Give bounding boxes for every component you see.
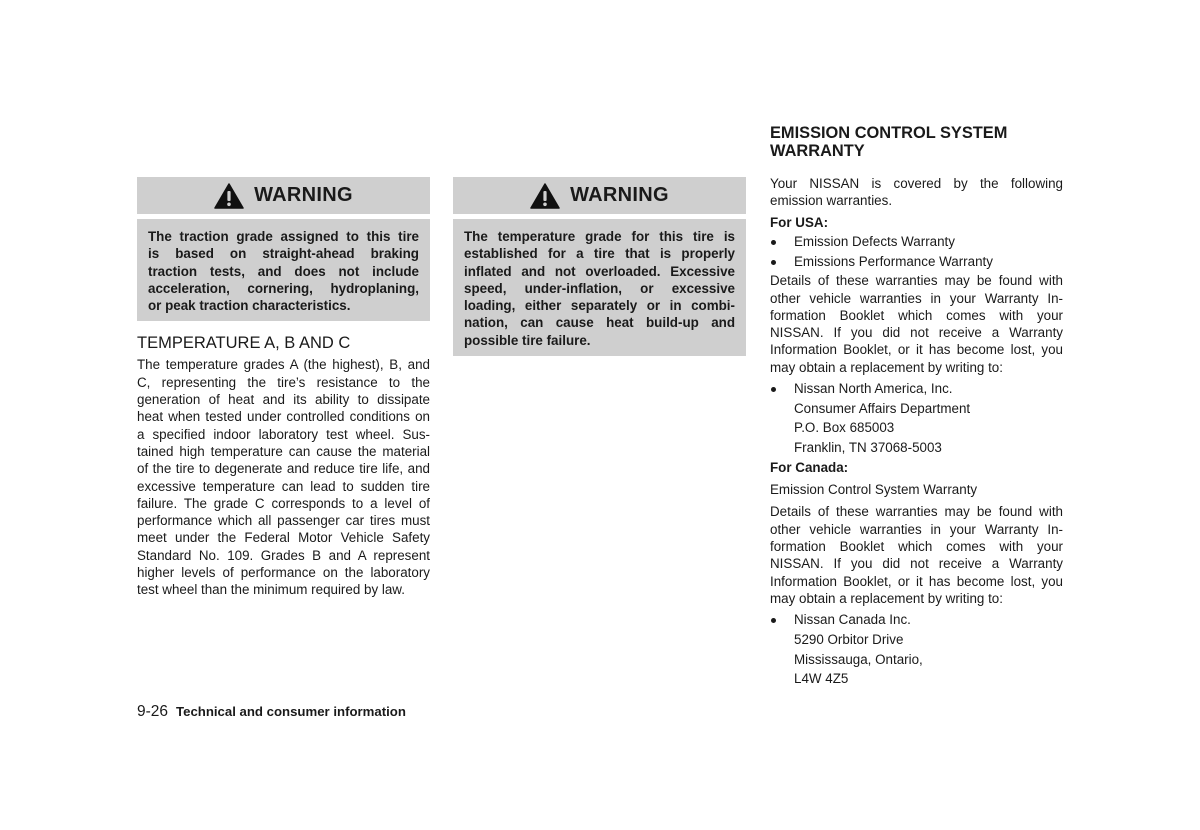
address-line: P.O. Box 685003 bbox=[794, 420, 895, 436]
address-line: Nissan North America, Inc. bbox=[794, 381, 953, 397]
warning-line: possible tire failure. bbox=[464, 332, 591, 348]
paragraph-line: formation Booklet which comes with your bbox=[770, 539, 1063, 555]
paragraph-line: tained high temperature can cause the material bbox=[137, 443, 430, 459]
paragraph-line: NISSAN. If you did not receive a Warranty bbox=[770, 556, 1063, 572]
warning-line: loading, either separately or in combi- bbox=[464, 298, 735, 314]
paragraph-line: Your NISSAN is covered by the following bbox=[770, 176, 1063, 191]
paragraph-line: performance which all passenger car tires must bbox=[137, 513, 430, 529]
column-left bbox=[137, 177, 430, 599]
list-item bbox=[770, 232, 1063, 252]
page-number: 9-26 bbox=[137, 703, 169, 720]
address-line: Nissan Canada Inc. bbox=[794, 612, 911, 628]
paragraph-line: meet under the Federal Motor Vehicle Safety bbox=[137, 530, 430, 546]
address-line: Mississauga, Ontario, bbox=[794, 651, 923, 667]
bullet-icon bbox=[771, 387, 776, 392]
page-footer bbox=[137, 703, 406, 721]
column-middle bbox=[453, 177, 746, 356]
paragraph-line: excessive temperature can lead to sudden tire bbox=[137, 478, 430, 494]
intro-paragraph bbox=[770, 175, 1063, 210]
usa-address bbox=[770, 379, 1063, 458]
usa-heading: For USA: bbox=[770, 214, 829, 230]
temperature-paragraph bbox=[137, 356, 430, 598]
paragraph-line: Information Booklet, or it has become lost, you bbox=[770, 573, 1063, 589]
warning-line: acceleration, cornering, hydroplaning, bbox=[148, 280, 419, 296]
warning-line: speed, under-inflation, or excessive bbox=[464, 280, 735, 296]
paragraph-line: other vehicle warranties in your Warranty In- bbox=[770, 290, 1063, 306]
warning-header bbox=[137, 177, 430, 214]
paragraph-line: NISSAN. If you did not receive a Warranty bbox=[770, 325, 1063, 341]
bullet-text: Emission Defects Warranty bbox=[794, 233, 955, 249]
bullet-text: Emissions Performance Warranty bbox=[794, 253, 993, 269]
paragraph-line: of the tire to degenerate and reduce tire life, and bbox=[137, 461, 430, 477]
paragraph-line: C, representing the tire’s resistance to the bbox=[137, 374, 430, 390]
warning-line: is based on straight-ahead braking bbox=[148, 246, 419, 262]
paragraph-line: emission warranties. bbox=[770, 193, 893, 209]
emission-warranty-title bbox=[770, 125, 1063, 160]
warning-title: WARNING bbox=[570, 184, 669, 206]
paragraph-line: higher levels of performance on the laboratory bbox=[137, 565, 430, 581]
warning-line: nation, can cause heat build-up and bbox=[464, 315, 735, 331]
paragraph-line: heat when tested under controlled conditions on bbox=[137, 409, 430, 425]
canada-warranty-name: Emission Control System Warranty bbox=[770, 482, 978, 498]
paragraph-line: test wheel than the minimum required by law. bbox=[137, 582, 405, 598]
warning-header bbox=[453, 177, 746, 214]
warning-triangle-icon bbox=[214, 183, 244, 209]
bullet-icon bbox=[771, 260, 776, 265]
paragraph-line: may obtain a replacement by writing to: bbox=[770, 590, 1003, 606]
address-line: 5290 Orbitor Drive bbox=[794, 631, 904, 647]
canada-details-paragraph bbox=[770, 503, 1063, 607]
warning-body bbox=[137, 219, 430, 321]
address-line: Consumer Affairs Department bbox=[794, 400, 971, 416]
section-heading: TEMPERATURE A, B AND C bbox=[137, 334, 351, 353]
paragraph-line: Details of these warranties may be found with bbox=[770, 273, 1063, 289]
paragraph-line: may obtain a replacement by writing to: bbox=[770, 359, 1003, 375]
paragraph-line: a specified indoor laboratory test wheel. Sus- bbox=[137, 426, 430, 442]
list-item bbox=[770, 252, 1063, 272]
chapter-title: Technical and consumer information bbox=[176, 704, 406, 719]
canada-address bbox=[770, 610, 1063, 689]
bullet-icon bbox=[771, 240, 776, 245]
title-line: EMISSION CONTROL SYSTEM bbox=[770, 124, 1008, 142]
warning-line: inflated and not overloaded. Excessive bbox=[464, 263, 735, 279]
title-line: WARRANTY bbox=[770, 141, 865, 160]
warning-title: WARNING bbox=[254, 184, 353, 206]
canada-heading: For Canada: bbox=[770, 459, 849, 475]
paragraph-line: other vehicle warranties in your Warranty In- bbox=[770, 521, 1063, 537]
bullet-icon bbox=[771, 618, 776, 623]
paragraph-line: Information Booklet, or it has become lost, you bbox=[770, 342, 1063, 358]
warning-body bbox=[453, 219, 746, 356]
paragraph-line: generation of heat and its ability to dissipate bbox=[137, 392, 430, 408]
usa-bullet-list bbox=[770, 232, 1063, 271]
paragraph-line: The temperature grades A (the highest), B, and bbox=[137, 357, 430, 373]
column-right bbox=[770, 125, 1063, 689]
warning-line: The temperature grade for this tire is bbox=[464, 229, 735, 244]
paragraph-line: failure. The grade C corresponds to a level of bbox=[137, 495, 430, 511]
warning-line: The traction grade assigned to this tire bbox=[148, 229, 419, 244]
paragraph-line: Details of these warranties may be found with bbox=[770, 504, 1063, 520]
address-line: Franklin, TN 37068-5003 bbox=[794, 440, 942, 456]
usa-details-paragraph bbox=[770, 272, 1063, 376]
warning-line: established for a tire that is properly bbox=[464, 246, 735, 262]
paragraph-line: formation Booklet which comes with your bbox=[770, 307, 1063, 323]
warning-line: traction tests, and does not include bbox=[148, 263, 419, 279]
paragraph-line: Standard No. 109. Grades B and A represent bbox=[137, 547, 430, 563]
warning-line: or peak traction characteristics. bbox=[148, 298, 351, 314]
address-line: L4W 4Z5 bbox=[794, 671, 849, 687]
warning-triangle-icon bbox=[530, 183, 560, 209]
